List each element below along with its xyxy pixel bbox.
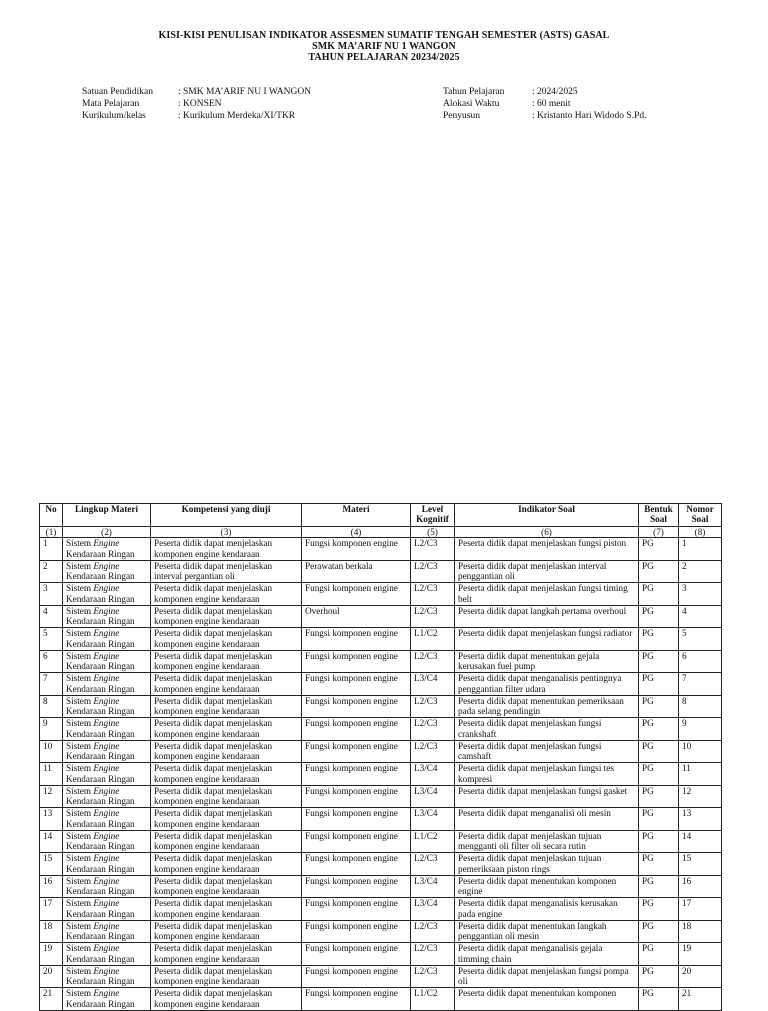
- cell-no: 9: [40, 718, 63, 741]
- lingkup-suffix: Kendaraan Ringan: [66, 931, 135, 942]
- cell-bentuk-soal: PG: [639, 943, 679, 966]
- lingkup-prefix: Sistem: [66, 875, 94, 886]
- lingkup-engine: Engine: [93, 538, 120, 549]
- cell-indikator-soal: Peserta didik dapat menjelaskan fungsi camshaft: [455, 740, 639, 763]
- cell-no: 2: [40, 560, 63, 583]
- table-row: [40, 673, 722, 696]
- cell-lingkup-materi: [63, 560, 151, 583]
- lingkup-prefix: Sistem: [66, 808, 94, 819]
- cell-nomor-soal: 14: [679, 830, 722, 853]
- info-label-satuan: Satuan Pendidikan: [82, 87, 153, 97]
- cell-no: 14: [40, 830, 63, 853]
- cell-indikator-soal: Peserta didik dapat menjelaskan fungsi piston: [455, 538, 639, 561]
- cell-kompetensi: Peserta didik dapat menjelaskan komponen engine kendaraan: [151, 763, 302, 786]
- lingkup-prefix: Sistem: [66, 605, 94, 616]
- lingkup-prefix: Sistem: [66, 560, 94, 571]
- cell-nomor-soal: 19: [679, 943, 722, 966]
- lingkup-prefix: Sistem: [66, 943, 94, 954]
- cell-kompetensi: Peserta didik dapat menjelaskan komponen engine kendaraan: [151, 538, 302, 561]
- column-number: (5): [411, 527, 455, 538]
- cell-nomor-soal: 5: [679, 628, 722, 651]
- lingkup-engine: Engine: [93, 763, 120, 774]
- lingkup-prefix: Sistem: [66, 673, 94, 684]
- cell-no: 11: [40, 763, 63, 786]
- table-row: [40, 988, 722, 1011]
- column-number: (6): [455, 527, 639, 538]
- cell-materi: Fungsi komponen engine: [302, 965, 411, 988]
- cell-kompetensi: Peserta didik dapat menjelaskan komponen engine kendaraan: [151, 583, 302, 606]
- lingkup-engine: Engine: [93, 628, 120, 639]
- lingkup-engine: Engine: [93, 695, 120, 706]
- cell-indikator-soal: Peserta didik dapat menganalisi oli mesin: [455, 808, 639, 831]
- lingkup-engine: Engine: [93, 740, 120, 751]
- cell-lingkup-materi: [63, 763, 151, 786]
- lingkup-suffix: Kendaraan Ringan: [66, 728, 135, 739]
- lingkup-prefix: Sistem: [66, 740, 94, 751]
- cell-no: 21: [40, 988, 63, 1011]
- cell-level-kognitif: L2/C3: [411, 965, 455, 988]
- cell-lingkup-materi: [63, 965, 151, 988]
- lingkup-engine: Engine: [93, 943, 120, 954]
- cell-bentuk-soal: PG: [639, 538, 679, 561]
- info-label-tahun: Tahun Pelajaran: [443, 87, 505, 97]
- cell-nomor-soal: 13: [679, 808, 722, 831]
- table-row: [40, 875, 722, 898]
- table-body: [40, 538, 722, 1011]
- cell-kompetensi: Peserta didik dapat menjelaskan komponen engine kendaraan: [151, 740, 302, 763]
- cell-nomor-soal: 21: [679, 988, 722, 1011]
- lingkup-engine: Engine: [93, 898, 120, 909]
- cell-materi: Fungsi komponen engine: [302, 853, 411, 876]
- cell-nomor-soal: 1: [679, 538, 722, 561]
- cell-kompetensi: Peserta didik dapat menjelaskan komponen engine kendaraan: [151, 875, 302, 898]
- lingkup-suffix: Kendaraan Ringan: [66, 886, 135, 897]
- cell-lingkup-materi: [63, 943, 151, 966]
- lingkup-engine: Engine: [93, 808, 120, 819]
- cell-indikator-soal: Peserta didik dapat menganalisis gejala timming chain: [455, 943, 639, 966]
- cell-materi: Fungsi komponen engine: [302, 583, 411, 606]
- cell-nomor-soal: 6: [679, 650, 722, 673]
- cell-kompetensi: Peserta didik dapat menjelaskan komponen engine kendaraan: [151, 808, 302, 831]
- cell-bentuk-soal: PG: [639, 605, 679, 628]
- cell-level-kognitif: L2/C3: [411, 740, 455, 763]
- cell-bentuk-soal: PG: [639, 763, 679, 786]
- table-row: [40, 628, 722, 651]
- table-row: [40, 583, 722, 606]
- cell-nomor-soal: 15: [679, 853, 722, 876]
- cell-level-kognitif: L2/C3: [411, 853, 455, 876]
- cell-no: 19: [40, 943, 63, 966]
- table-row: [40, 898, 722, 921]
- lingkup-engine: Engine: [93, 830, 120, 841]
- cell-level-kognitif: L2/C3: [411, 605, 455, 628]
- cell-bentuk-soal: PG: [639, 875, 679, 898]
- table-row: [40, 965, 722, 988]
- cell-nomor-soal: 17: [679, 898, 722, 921]
- cell-materi: Overhoul: [302, 605, 411, 628]
- cell-indikator-soal: Peserta didik dapat menentukan pemeriksaan pada selang pendingin: [455, 695, 639, 718]
- lingkup-suffix: Kendaraan Ringan: [66, 908, 135, 919]
- cell-materi: Fungsi komponen engine: [302, 785, 411, 808]
- cell-nomor-soal: 7: [679, 673, 722, 696]
- header-kompetensi: Kompetensi yang diuji: [151, 504, 302, 527]
- cell-level-kognitif: L1/C2: [411, 628, 455, 651]
- cell-level-kognitif: L3/C4: [411, 785, 455, 808]
- cell-level-kognitif: L3/C4: [411, 898, 455, 921]
- cell-kompetensi: Peserta didik dapat menjelaskan komponen engine kendaraan: [151, 785, 302, 808]
- lingkup-suffix: Kendaraan Ringan: [66, 796, 135, 807]
- lingkup-prefix: Sistem: [66, 628, 94, 639]
- lingkup-prefix: Sistem: [66, 898, 94, 909]
- cell-materi: Fungsi komponen engine: [302, 830, 411, 853]
- table-row: [40, 718, 722, 741]
- cell-bentuk-soal: PG: [639, 718, 679, 741]
- cell-bentuk-soal: PG: [639, 920, 679, 943]
- lingkup-suffix: Kendaraan Ringan: [66, 683, 135, 694]
- cell-level-kognitif: L2/C3: [411, 650, 455, 673]
- cell-indikator-soal: Peserta didik dapat menjelaskan fungsi gasket: [455, 785, 639, 808]
- lingkup-prefix: Sistem: [66, 538, 94, 549]
- lingkup-suffix: Kendaraan Ringan: [66, 953, 135, 964]
- cell-kompetensi: Peserta didik dapat menjelaskan komponen engine kendaraan: [151, 673, 302, 696]
- lingkup-suffix: Kendaraan Ringan: [66, 841, 135, 852]
- info-value-mapel: : KONSEN: [178, 99, 222, 109]
- cell-nomor-soal: 12: [679, 785, 722, 808]
- lingkup-suffix: Kendaraan Ringan: [66, 638, 135, 649]
- cell-level-kognitif: L2/C3: [411, 943, 455, 966]
- cell-bentuk-soal: PG: [639, 673, 679, 696]
- info-label-penyusun: Penyusun: [443, 111, 480, 121]
- cell-bentuk-soal: PG: [639, 988, 679, 1011]
- info-label-alokasi: Alokasi Waktu: [443, 99, 500, 109]
- cell-bentuk-soal: PG: [639, 898, 679, 921]
- cell-lingkup-materi: [63, 920, 151, 943]
- cell-lingkup-materi: [63, 853, 151, 876]
- cell-materi: Fungsi komponen engine: [302, 628, 411, 651]
- cell-indikator-soal: Peserta didik dapat menentukan langkah penggantian oli mesin: [455, 920, 639, 943]
- cell-lingkup-materi: [63, 628, 151, 651]
- lingkup-suffix: Kendaraan Ringan: [66, 571, 135, 582]
- lingkup-prefix: Sistem: [66, 988, 94, 999]
- column-number-row: [40, 527, 722, 538]
- cell-level-kognitif: L2/C3: [411, 718, 455, 741]
- cell-lingkup-materi: [63, 785, 151, 808]
- cell-kompetensi: Peserta didik dapat menjelaskan komponen engine kendaraan: [151, 853, 302, 876]
- cell-level-kognitif: L2/C3: [411, 583, 455, 606]
- cell-level-kognitif: L1/C2: [411, 830, 455, 853]
- lingkup-suffix: Kendaraan Ringan: [66, 818, 135, 829]
- cell-materi: Fungsi komponen engine: [302, 920, 411, 943]
- cell-materi: Fungsi komponen engine: [302, 718, 411, 741]
- lingkup-engine: Engine: [93, 673, 120, 684]
- lingkup-suffix: Kendaraan Ringan: [66, 773, 135, 784]
- cell-bentuk-soal: PG: [639, 808, 679, 831]
- cell-kompetensi: Peserta didik dapat menjelaskan komponen engine kendaraan: [151, 920, 302, 943]
- cell-indikator-soal: Peserta didik dapat menentukan gejala kerusakan fuel pump: [455, 650, 639, 673]
- cell-level-kognitif: L2/C3: [411, 920, 455, 943]
- cell-indikator-soal: Peserta didik dapat menjelaskan fungsi timing belt: [455, 583, 639, 606]
- cell-lingkup-materi: [63, 650, 151, 673]
- lingkup-suffix: Kendaraan Ringan: [66, 706, 135, 717]
- cell-bentuk-soal: PG: [639, 583, 679, 606]
- column-number: (2): [63, 527, 151, 538]
- lingkup-suffix: Kendaraan Ringan: [66, 593, 135, 604]
- table-row: [40, 695, 722, 718]
- cell-no: 18: [40, 920, 63, 943]
- header-bentuk-soal: Bentuk Soal: [639, 504, 679, 527]
- cell-no: 7: [40, 673, 63, 696]
- info-value-penyusun: : Kristanto Hari Widodo S.Pd.: [532, 111, 647, 121]
- lingkup-suffix: Kendaraan Ringan: [66, 661, 135, 672]
- cell-materi: Fungsi komponen engine: [302, 763, 411, 786]
- cell-nomor-soal: 11: [679, 763, 722, 786]
- cell-materi: Fungsi komponen engine: [302, 740, 411, 763]
- cell-lingkup-materi: [63, 583, 151, 606]
- lingkup-suffix: Kendaraan Ringan: [66, 751, 135, 762]
- cell-bentuk-soal: PG: [639, 628, 679, 651]
- cell-indikator-soal: Peserta didik dapat menganalisis pentingnya penggantian filter udara: [455, 673, 639, 696]
- cell-lingkup-materi: [63, 673, 151, 696]
- cell-kompetensi: Peserta didik dapat menjelaskan komponen engine kendaraan: [151, 695, 302, 718]
- cell-nomor-soal: 9: [679, 718, 722, 741]
- cell-lingkup-materi: [63, 695, 151, 718]
- info-value-alokasi: : 60 menit: [532, 99, 571, 109]
- cell-lingkup-materi: [63, 538, 151, 561]
- lingkup-prefix: Sistem: [66, 853, 94, 864]
- lingkup-suffix: Kendaraan Ringan: [66, 976, 135, 987]
- header-no: No: [40, 504, 63, 527]
- cell-indikator-soal: Peserta didik dapat menjelaskan tujuan pemeriksaan piston rings: [455, 853, 639, 876]
- column-number: (8): [679, 527, 722, 538]
- cell-level-kognitif: L3/C4: [411, 673, 455, 696]
- lingkup-engine: Engine: [93, 605, 120, 616]
- cell-no: 15: [40, 853, 63, 876]
- cell-no: 16: [40, 875, 63, 898]
- cell-kompetensi: Peserta didik dapat menjelaskan komponen engine kendaraan: [151, 988, 302, 1011]
- cell-no: 1: [40, 538, 63, 561]
- cell-nomor-soal: 2: [679, 560, 722, 583]
- lingkup-prefix: Sistem: [66, 650, 94, 661]
- cell-indikator-soal: Peserta didik dapat menjelaskan fungsi tes kompresi: [455, 763, 639, 786]
- cell-indikator-soal: Peserta didik dapat menjelaskan fungsi radiator: [455, 628, 639, 651]
- column-number: (7): [639, 527, 679, 538]
- cell-nomor-soal: 8: [679, 695, 722, 718]
- column-number: (3): [151, 527, 302, 538]
- lingkup-prefix: Sistem: [66, 695, 94, 706]
- column-number: (4): [302, 527, 411, 538]
- cell-lingkup-materi: [63, 740, 151, 763]
- cell-level-kognitif: L1/C2: [411, 988, 455, 1011]
- lingkup-suffix: Kendaraan Ringan: [66, 548, 135, 559]
- cell-bentuk-soal: PG: [639, 830, 679, 853]
- cell-lingkup-materi: [63, 898, 151, 921]
- table-row: [40, 650, 722, 673]
- cell-kompetensi: Peserta didik dapat menjelaskan interval pergantian oli: [151, 560, 302, 583]
- lingkup-prefix: Sistem: [66, 763, 94, 774]
- info-value-tahun: : 2024/2025: [532, 87, 578, 97]
- cell-nomor-soal: 16: [679, 875, 722, 898]
- table-row: [40, 560, 722, 583]
- table-row: [40, 920, 722, 943]
- cell-bentuk-soal: PG: [639, 965, 679, 988]
- table-row: [40, 538, 722, 561]
- kisi-kisi-table: [39, 503, 722, 1011]
- cell-materi: Fungsi komponen engine: [302, 943, 411, 966]
- cell-level-kognitif: L2/C3: [411, 695, 455, 718]
- lingkup-engine: Engine: [93, 988, 120, 999]
- lingkup-engine: Engine: [93, 965, 120, 976]
- document-title-line-1: KISI-KISI PENULISAN INDIKATOR ASSESMEN SUMATIF TENGAH SEMESTER (ASTS) GASAL: [158, 30, 610, 41]
- header-lingkup-materi: Lingkup Materi: [63, 504, 151, 527]
- cell-level-kognitif: L2/C3: [411, 560, 455, 583]
- cell-lingkup-materi: [63, 830, 151, 853]
- cell-bentuk-soal: PG: [639, 785, 679, 808]
- table-header-row: [40, 504, 722, 527]
- cell-lingkup-materi: [63, 988, 151, 1011]
- info-right: [443, 86, 647, 122]
- cell-indikator-soal: Peserta didik dapat menentukan komponen engine: [455, 875, 639, 898]
- cell-lingkup-materi: [63, 808, 151, 831]
- cell-materi: Fungsi komponen engine: [302, 695, 411, 718]
- lingkup-prefix: Sistem: [66, 965, 94, 976]
- cell-materi: Fungsi komponen engine: [302, 650, 411, 673]
- document-title-line-2: SMK MA’ARIF NU 1 WANGON: [312, 41, 456, 52]
- cell-indikator-soal: Peserta didik dapat langkah pertama overhoul: [455, 605, 639, 628]
- cell-materi: Fungsi komponen engine: [302, 538, 411, 561]
- cell-kompetensi: Peserta didik dapat menjelaskan komponen engine kendaraan: [151, 650, 302, 673]
- info-value-satuan: : SMK MA’ARIF NU I WANGON: [178, 87, 312, 97]
- info-value-kurikulum: : Kurikulum Merdeka/XI/TKR: [178, 111, 296, 121]
- cell-level-kognitif: L3/C4: [411, 808, 455, 831]
- table-row: [40, 830, 722, 853]
- header-indikator-soal: Indikator Soal: [455, 504, 639, 527]
- header-nomor-soal: Nomor Soal: [679, 504, 722, 527]
- lingkup-prefix: Sistem: [66, 583, 94, 594]
- cell-lingkup-materi: [63, 605, 151, 628]
- cell-no: 4: [40, 605, 63, 628]
- cell-no: 17: [40, 898, 63, 921]
- table-row: [40, 740, 722, 763]
- cell-kompetensi: Peserta didik dapat menjelaskan komponen engine kendaraan: [151, 628, 302, 651]
- cell-no: 6: [40, 650, 63, 673]
- cell-no: 13: [40, 808, 63, 831]
- table-row: [40, 853, 722, 876]
- cell-indikator-soal: Peserta didik dapat menganalisis kerusakan pada engine: [455, 898, 639, 921]
- cell-materi: Fungsi komponen engine: [302, 875, 411, 898]
- cell-indikator-soal: Peserta didik dapat menjelaskan tujuan mengganti oli filter oli secara rutin: [455, 830, 639, 853]
- lingkup-engine: Engine: [93, 583, 120, 594]
- cell-no: 8: [40, 695, 63, 718]
- cell-lingkup-materi: [63, 875, 151, 898]
- column-number: (1): [40, 527, 63, 538]
- lingkup-engine: Engine: [93, 718, 120, 729]
- cell-materi: Fungsi komponen engine: [302, 673, 411, 696]
- cell-kompetensi: Peserta didik dapat menjelaskan komponen engine kendaraan: [151, 605, 302, 628]
- lingkup-engine: Engine: [93, 560, 120, 571]
- cell-nomor-soal: 3: [679, 583, 722, 606]
- cell-no: 10: [40, 740, 63, 763]
- lingkup-engine: Engine: [93, 920, 120, 931]
- cell-bentuk-soal: PG: [639, 650, 679, 673]
- document-title-line-3: TAHUN PELAJARAN 20234/2025: [308, 52, 460, 63]
- lingkup-prefix: Sistem: [66, 920, 94, 931]
- cell-level-kognitif: L2/C3: [411, 538, 455, 561]
- cell-kompetensi: Peserta didik dapat menjelaskan komponen engine kendaraan: [151, 830, 302, 853]
- cell-kompetensi: Peserta didik dapat menjelaskan komponen engine kendaraan: [151, 718, 302, 741]
- cell-materi: Fungsi komponen engine: [302, 898, 411, 921]
- lingkup-prefix: Sistem: [66, 830, 94, 841]
- cell-materi: Perawatan berkala: [302, 560, 411, 583]
- lingkup-engine: Engine: [93, 875, 120, 886]
- lingkup-suffix: Kendaraan Ringan: [66, 616, 135, 627]
- cell-nomor-soal: 20: [679, 965, 722, 988]
- cell-kompetensi: Peserta didik dapat menjelaskan komponen engine kendaraan: [151, 965, 302, 988]
- cell-bentuk-soal: PG: [639, 695, 679, 718]
- lingkup-engine: Engine: [93, 853, 120, 864]
- cell-indikator-soal: Peserta didik dapat menjelaskan interval penggantian oli: [455, 560, 639, 583]
- info-label-kurikulum: Kurikulum/kelas: [82, 111, 146, 121]
- cell-bentuk-soal: PG: [639, 853, 679, 876]
- cell-no: 12: [40, 785, 63, 808]
- table-row: [40, 808, 722, 831]
- header-level-kognitif: Level Kognitif: [411, 504, 455, 527]
- cell-bentuk-soal: PG: [639, 740, 679, 763]
- cell-materi: Fungsi komponen engine: [302, 988, 411, 1011]
- cell-indikator-soal: Peserta didik dapat menentukan komponen: [455, 988, 639, 1011]
- info-label-mapel: Mata Pelajaran: [82, 99, 140, 109]
- table-row: [40, 763, 722, 786]
- cell-bentuk-soal: PG: [639, 560, 679, 583]
- cell-no: 20: [40, 965, 63, 988]
- table-row: [40, 943, 722, 966]
- cell-indikator-soal: Peserta didik dapat menjelaskan fungsi crankshaft: [455, 718, 639, 741]
- lingkup-suffix: Kendaraan Ringan: [66, 998, 135, 1009]
- table-row: [40, 605, 722, 628]
- cell-no: 5: [40, 628, 63, 651]
- cell-level-kognitif: L3/C4: [411, 763, 455, 786]
- cell-indikator-soal: Peserta didik dapat menjelaskan fungsi pompa oli: [455, 965, 639, 988]
- lingkup-engine: Engine: [93, 650, 120, 661]
- info-left: [82, 86, 311, 122]
- cell-lingkup-materi: [63, 718, 151, 741]
- lingkup-prefix: Sistem: [66, 785, 94, 796]
- cell-nomor-soal: 18: [679, 920, 722, 943]
- lingkup-engine: Engine: [93, 785, 120, 796]
- lingkup-suffix: Kendaraan Ringan: [66, 863, 135, 874]
- lingkup-prefix: Sistem: [66, 718, 94, 729]
- cell-no: 3: [40, 583, 63, 606]
- cell-nomor-soal: 10: [679, 740, 722, 763]
- table-row: [40, 785, 722, 808]
- cell-kompetensi: Peserta didik dapat menjelaskan komponen engine kendaraan: [151, 898, 302, 921]
- cell-materi: Fungsi komponen engine: [302, 808, 411, 831]
- header-materi: Materi: [302, 504, 411, 527]
- cell-nomor-soal: 4: [679, 605, 722, 628]
- cell-level-kognitif: L3/C4: [411, 875, 455, 898]
- cell-kompetensi: Peserta didik dapat menjelaskan komponen engine kendaraan: [151, 943, 302, 966]
